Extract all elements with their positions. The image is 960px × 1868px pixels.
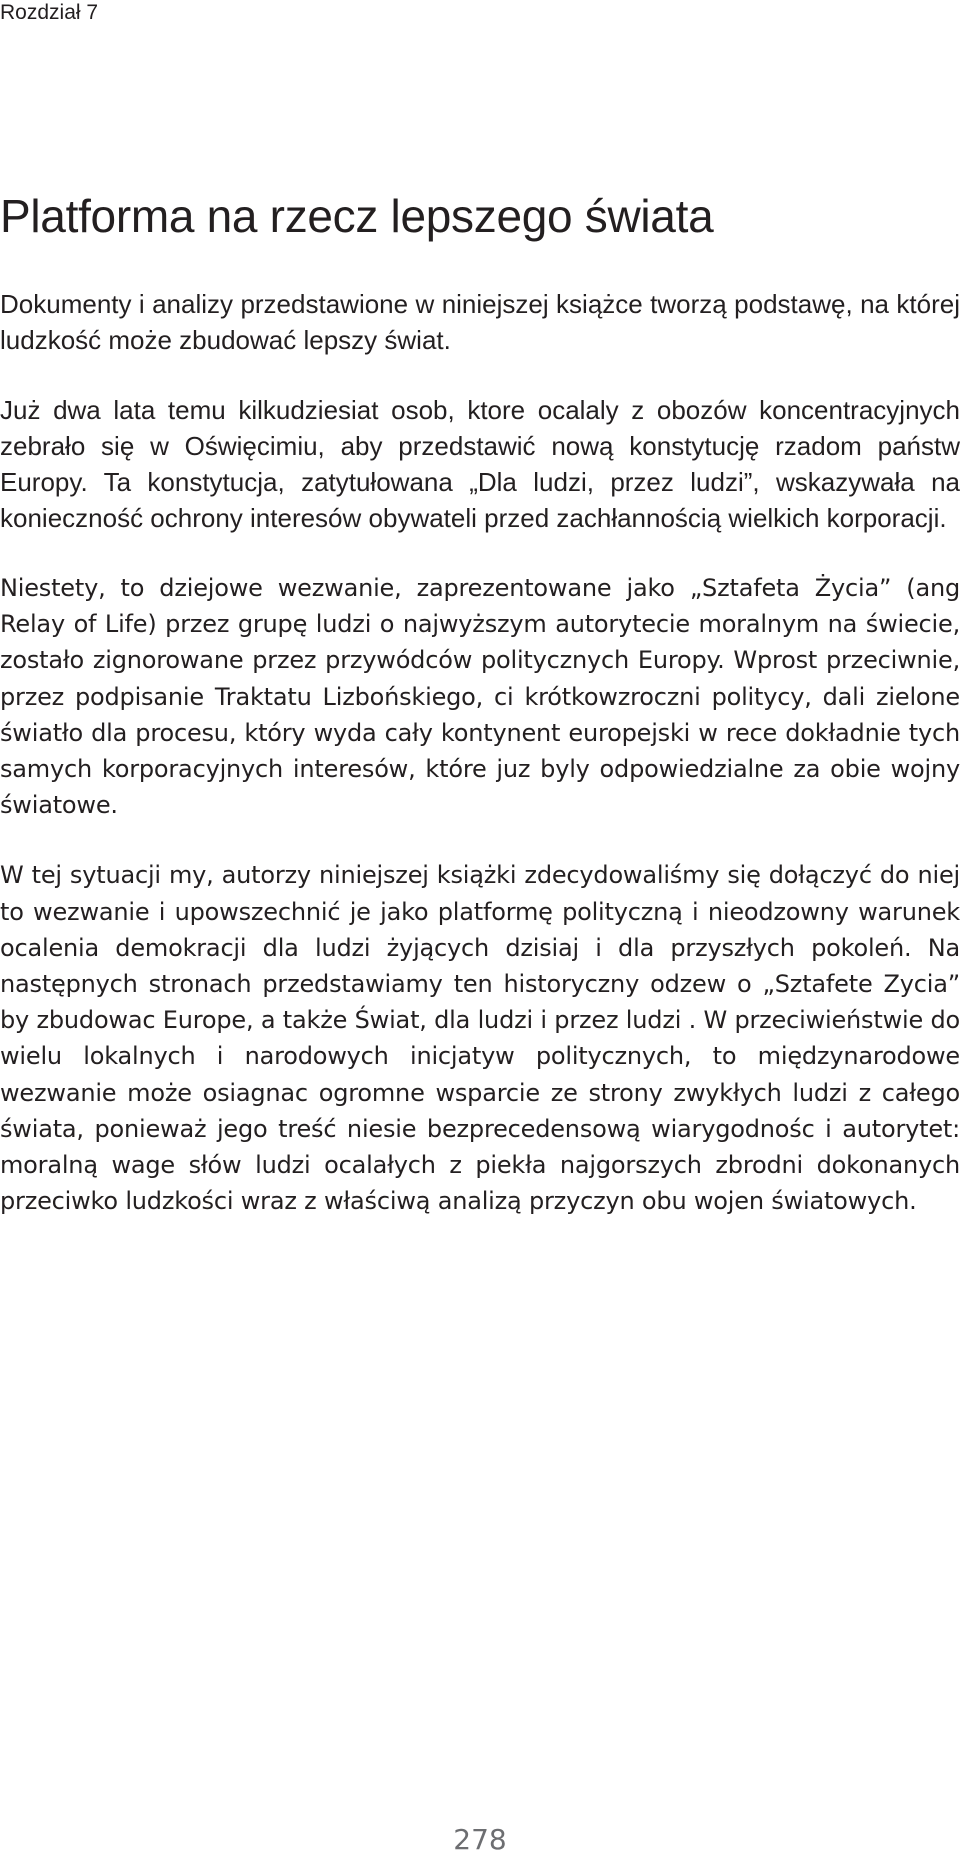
paragraph-4: W tej sytuacji my, autorzy niniejszej książki zdecydowaliśmy się dołączyć do niej to wezwanie i upowszechnić je jako platformę polityczną i nieodzowny warunek ocalenia demokracji dla ludzi żyjących dzisiaj i dla przyszłych pokoleń. Na następnych stronach przedstawiamy ten historyczny odzew o „Sztafete Zycia” by zbudowac Europe, a także Świat, dla ludzi i przez ludzi . W przeciwieństwie do wielu lokalnych i narodowych inicjatyw politycznych, to międzynarodowe wezwanie może osiagnac ogromne wsparcie ze strony zwykłych ludzi z całego świata, ponieważ jego treść niesie bezprecedensową wiarygodnośc i autorytet: moralną wage słów ludzi ocalałych z piekła najgorszych zbrodni dokonanych przeciwko ludzkości wraz z właściwą analizą przyczyn obu wojen światowych. xyxy=(0,861,960,1216)
page-number: 278 xyxy=(453,1823,507,1856)
paragraph-1: Dokumenty i analizy przedstawione w niniejszej książce tworzą podstawę, na której ludzkość może zbudować lepszy świat. xyxy=(0,289,960,355)
body-text xyxy=(0,286,960,1253)
paragraph-2: Już dwa lata temu kilkudziesiat osob, ktore ocalaly z obozów koncentracyjnych zebrało się w Oświęcimiu, aby przedstawić nową konstytucję rzadom państw Europy. Ta konstytucja, zatytułowana „Dla ludzi, przez ludzi”, wskazywała na konieczność ochrony interesów obywateli przed zachłannością wielkich korporacji. xyxy=(0,395,960,533)
paragraph-3: Niestety, to dziejowe wezwanie, zaprezentowane jako „Sztafeta Życia” (ang Relay of Life) przez grupę ludzi o najwyższym autorytecie moralnym na świecie, zostało zignorowane przez przywódców politycznych Europy. Wprost przeciwnie, przez podpisanie Traktatu Lizbońskiego, ci krótkowzroczni politycy, dali zielone światło dla procesu, który wyda cały kontynent europejski w rece dokładnie tych samych korporacyjnych interesów, które juz byly odpowiedzialne za obie wojny światowe. xyxy=(0,574,960,820)
running-head: Rozdział 7 xyxy=(0,1,99,24)
chapter-title: Platforma na rzecz lepszego świata xyxy=(0,190,714,242)
